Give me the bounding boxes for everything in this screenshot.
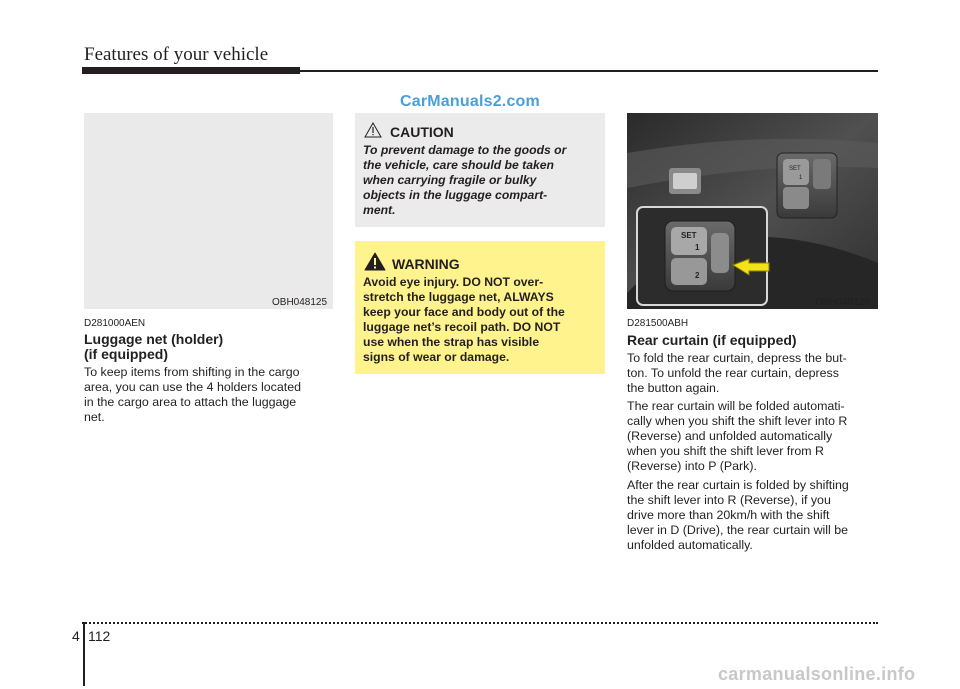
text-line: The rear curtain will be folded automati- (627, 399, 845, 413)
right-para-2 (627, 399, 879, 474)
page-header-title: Features of your vehicle (84, 44, 269, 65)
text-line: when carrying fragile or bulky (363, 173, 537, 187)
text-line: stretch the luggage net, ALWAYS (363, 290, 554, 304)
two-label-inset: 2 (695, 271, 700, 280)
left-image-code: OBH048125 (272, 297, 328, 308)
text-line: keep your face and body out of the (363, 305, 565, 319)
footer-dotted-rule (82, 622, 878, 624)
text-line: when you shift the shift lever from R (627, 444, 824, 458)
right-section-code: D281500ABH (627, 318, 689, 329)
watermark-bottom[interactable]: carmanualsonline.info (718, 664, 916, 684)
text-line: the vehicle, care should be taken (363, 158, 555, 172)
text-line: objects in the luggage compart- (363, 188, 548, 202)
luggage-net-image (84, 113, 333, 309)
page-section-number: 4 (72, 628, 80, 644)
left-section-code: D281000AEN (84, 318, 146, 329)
caution-title: CAUTION (390, 124, 454, 140)
text-line: To prevent damage to the goods or (363, 143, 567, 157)
caution-text (363, 143, 599, 218)
warning-triangle-icon (364, 252, 386, 276)
text-line: Avoid eye injury. DO NOT over- (363, 275, 544, 289)
rear-curtain-button-photo (627, 113, 878, 309)
set-label-inset: SET (681, 231, 697, 240)
text-line: ton. To unfold the rear curtain, depress (627, 366, 839, 380)
footer-vertical-rule (83, 622, 85, 686)
text-line: unfolded automatically. (627, 538, 753, 552)
text-line: lever in D (Drive), the rear curtain will be (627, 523, 849, 537)
text-line: signs of wear or damage. (363, 350, 510, 364)
right-section-title: Rear curtain (if equipped) (627, 332, 797, 348)
text-line: use when the strap has visible (363, 335, 540, 349)
text-line: in the cargo area to attach the luggage (84, 395, 297, 409)
set-label-small: SET (789, 166, 801, 172)
text-line: luggage net’s recoil path. DO NOT (363, 320, 561, 334)
text-line: area, you can use the 4 holders located (84, 380, 301, 394)
text-line: the shift lever into R (Reverse), if you (627, 493, 831, 507)
right-para-3 (627, 478, 879, 553)
one-label-small: 1 (799, 175, 803, 181)
left-section-title-line1: Luggage net (holder) (84, 331, 224, 347)
left-section-title-line2: (if equipped) (84, 346, 168, 362)
left-body (84, 365, 334, 425)
one-label-inset: 1 (695, 243, 700, 252)
text-line: To fold the rear curtain, depress the but- (627, 351, 847, 365)
warning-title: WARNING (392, 256, 460, 272)
header-rule-thick (82, 67, 300, 74)
warning-text (363, 275, 599, 365)
caution-triangle-icon (364, 122, 382, 143)
watermark-top[interactable]: CarManuals2.com (400, 93, 540, 110)
text-line: drive more than 20km/h with the shift (627, 508, 830, 522)
text-line: the button again. (627, 381, 720, 395)
text-line: To keep items from shifting in the cargo (84, 365, 300, 379)
text-line: ment. (363, 203, 396, 217)
text-line: (Reverse) into P (Park). (627, 459, 757, 473)
text-line: net. (84, 410, 105, 424)
text-line: cally when you shift the shift lever into R (627, 414, 848, 428)
text-line: (Reverse) and unfolded automatically (627, 429, 833, 443)
text-line: After the rear curtain is folded by shifting (627, 478, 849, 492)
right-image-code: OBH048126 (815, 297, 871, 308)
header-rule-thin (300, 70, 878, 72)
right-para-1 (627, 351, 879, 396)
page-number: 112 (88, 628, 111, 644)
